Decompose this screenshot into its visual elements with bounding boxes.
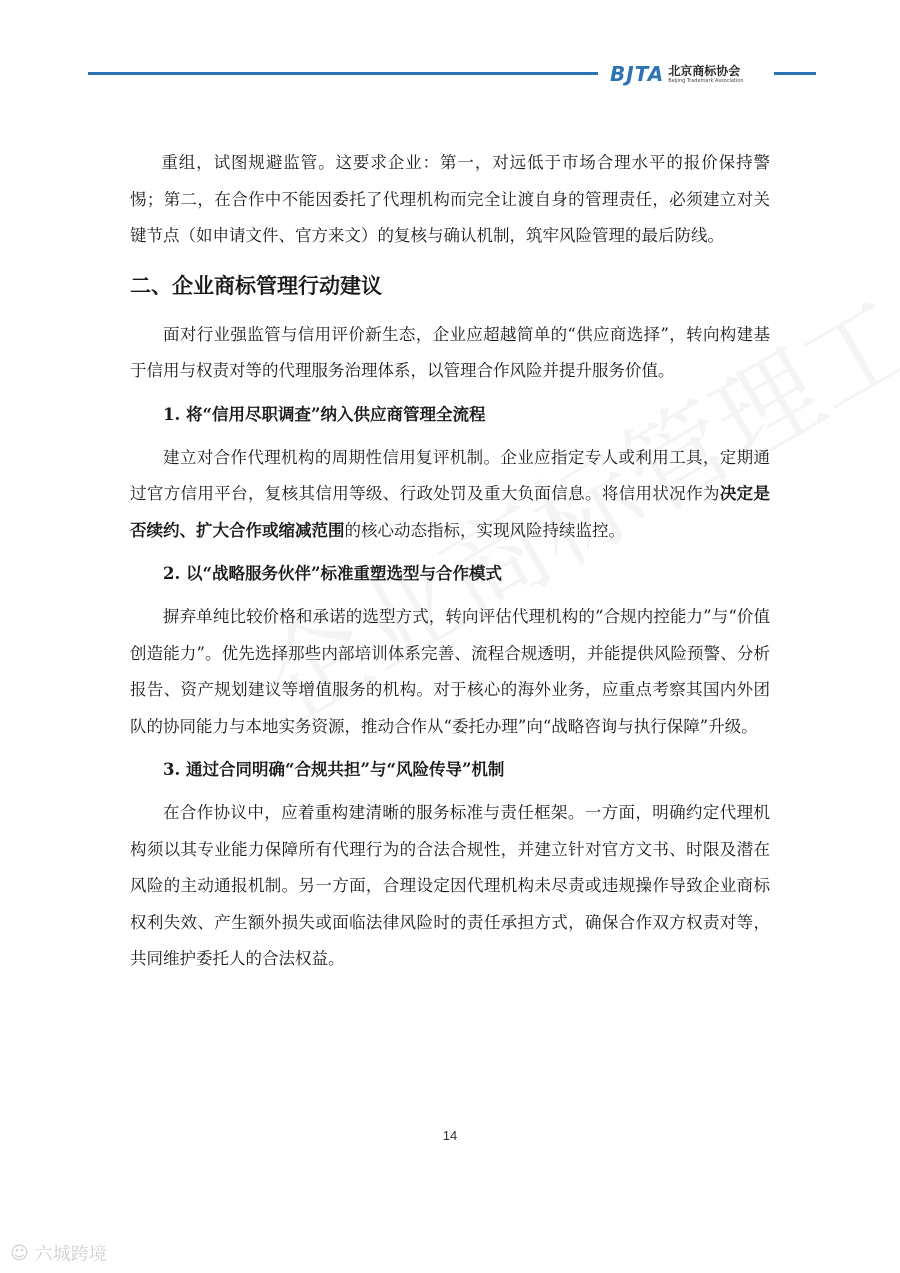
subsection-1-emphasis: 决定是否续约、扩大合作或缩减范围 bbox=[130, 484, 771, 540]
subsection-2-title: 2. 以“战略服务伙伴”标准重塑选型与合作模式 bbox=[163, 564, 502, 583]
subsection-1-text-b: 的核心动态指标，实现风险持续监控。 bbox=[344, 520, 625, 540]
subsection-2-paragraph: 摒弃单纯比较价格和承诺的选型方式，转向评估代理机构的“合规内控能力”与“价值创造能力”。优先选择那些内部培训体系完善、流程合规透明，并能提供风险预警、分析报告、资产规划建议等增值服务的机构。对于核心的海外业务，应重点考察其国内外团队的协同能力与本地实务资源，推动合作从“委托办理”向“战略咨询与执行保障”升级。 bbox=[130, 607, 770, 736]
header-rule-left bbox=[88, 72, 598, 75]
subsection-1-paragraph bbox=[130, 440, 770, 550]
footer-watermark bbox=[10, 1240, 107, 1266]
header-rule-right bbox=[774, 72, 816, 75]
page-number: 14 bbox=[442, 1128, 458, 1143]
subsection-1-text-a: 建立对合作代理机构的周期性信用复评机制。企业应指定专人或利用工具，定期通过官方信用平台，复核其信用等级、行政处罚及重大负面信息。将信用状况作为 bbox=[130, 447, 770, 503]
subsection-3-title: 3. 通过合同明确“合规共担”与“风险传导”机制 bbox=[163, 760, 505, 779]
section-intro-paragraph: 面对行业强监管与信用评价新生态，企业应超越简单的“供应商选择”，转向构建基于信用与权责对等的代理服务治理体系，以管理合作风险并提升服务价值。 bbox=[130, 324, 770, 380]
subsection-1-title: 1. 将“信用尽职调查”纳入供应商管理全流程 bbox=[163, 404, 486, 424]
footer-watermark-text: 六城跨境 bbox=[34, 1244, 107, 1265]
document-body bbox=[130, 145, 770, 978]
footer-logo-icon: ☺ bbox=[10, 1242, 29, 1264]
bjta-logo bbox=[610, 58, 744, 90]
logo-mark: BJTA bbox=[610, 62, 665, 86]
continued-paragraph: 重组，试图规避监管。这要求企业：第一，对远低于市场合理水平的报价保持警惕；第二，在合作中不能因委托了代理机构而完全让渡自身的管理责任，必须建立对关键节点（如申请文件、官方来文）的复核与确认机制，筑牢风险管理的最后防线。 bbox=[130, 153, 770, 245]
section-title: 二、企业商标管理行动建议 bbox=[130, 273, 382, 298]
subsection-3-paragraph: 在合作协议中，应着重构建清晰的服务标准与责任框架。一方面，明确约定代理机构须以其专业能力保障所有代理行为的合法合规性，并建立针对官方文书、时限及潜在风险的主动通报机制。另一方面，合理设定因代理机构未尽责或违规操作导致企业商标权利失效、产生额外损失或面临法律风险时的责任承担方式，确保合作双方权责对等，共同维护委托人的合法权益。 bbox=[130, 803, 770, 968]
logo-text bbox=[668, 65, 743, 84]
logo-english-name: Beijing Trademark Association bbox=[668, 77, 744, 84]
logo-chinese-name: 北京商标协会 bbox=[668, 63, 741, 78]
